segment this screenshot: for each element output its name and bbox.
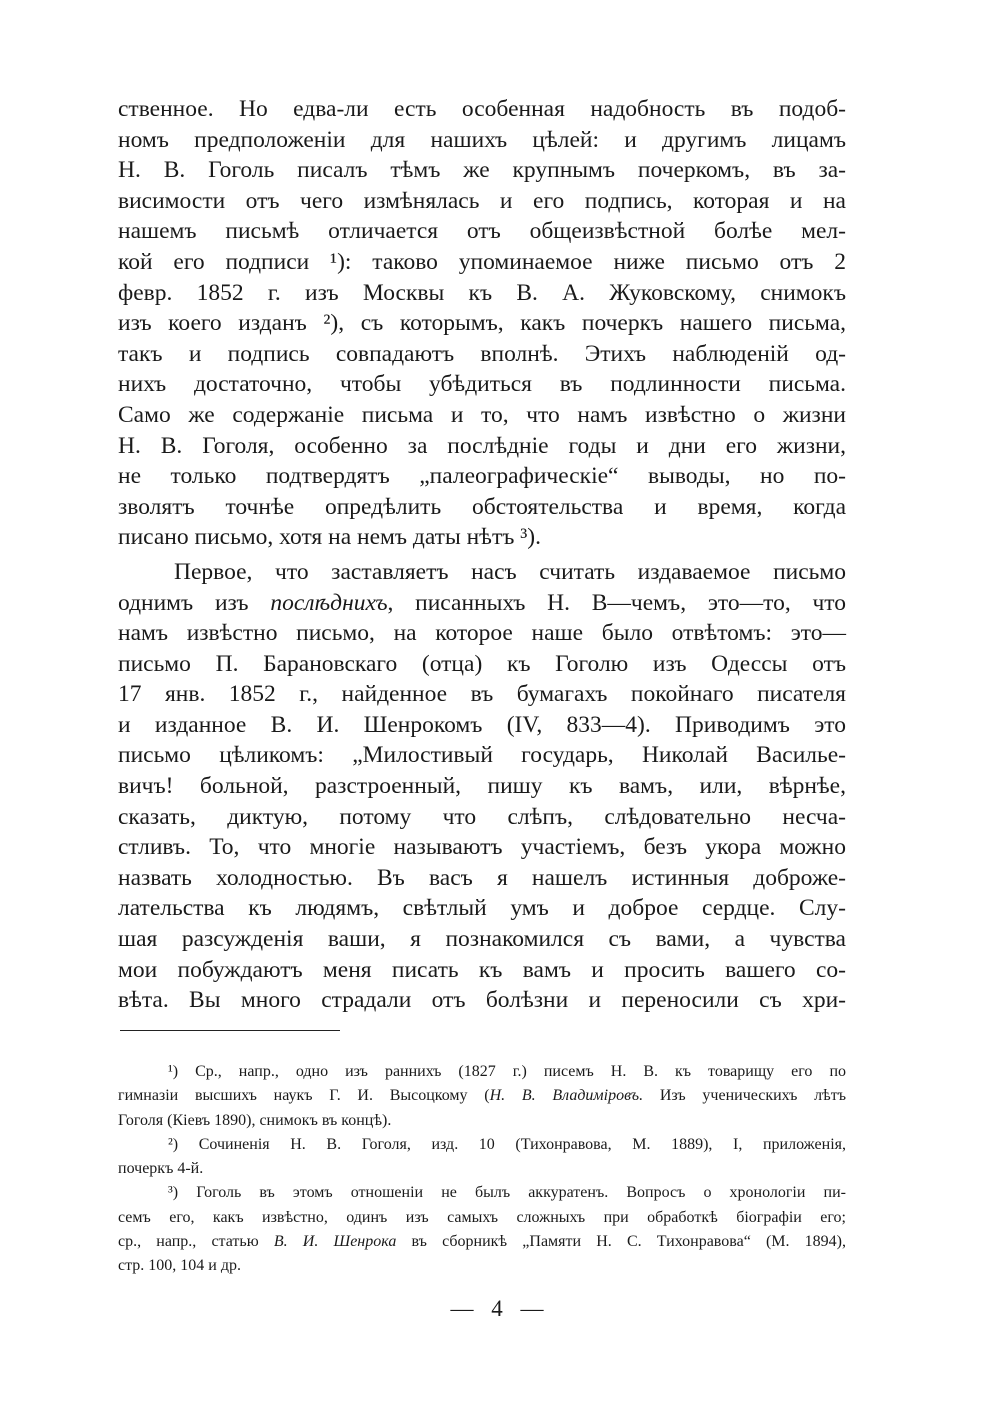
text-line: вичъ! больной, разстроенный, пишу къ вамъ, или, вѣрнѣе, <box>118 773 846 800</box>
emphasis-text: В. И. Шенрока <box>273 1233 397 1251</box>
text-line: ственное. Но едва-ли есть особенная надобность въ подоб- <box>118 96 846 122</box>
text-line: сказать, диктую, потому что слѣпъ, слѣдовательно несча- <box>118 803 846 830</box>
footnote-line: почеркъ 4-й. <box>118 1160 204 1178</box>
footnote-line: Гоголя (Кiевъ 1890), снимокъ въ концѣ). <box>118 1111 392 1129</box>
text-line: стливъ. То, что многiе называютъ участiемъ, безъ укора можно <box>118 834 846 861</box>
text-run: въ сборникѣ „Памяти Н. С. Тихонравова“ (М. 1894), <box>396 1233 847 1251</box>
emphasis-text: послѣднихъ <box>270 589 388 616</box>
footnote-line: семъ его, какъ извѣстно, одинъ изъ самыхъ сложныхъ при обработкѣ бiографiи его; <box>118 1208 846 1226</box>
footnote-line <box>118 1084 846 1108</box>
text-line: нашемъ письмѣ отличается отъ общеизвѣстной болѣе мел- <box>118 218 846 245</box>
footnote-line: ¹) Ср., напр., одно изъ раннихъ (1827 г.) писемъ Н. В. къ товарищу его по <box>168 1063 846 1080</box>
text-line: намъ извѣстно письмо, на которое наше было отвѣтомъ: это— <box>118 620 846 647</box>
text-line: письмо П. Барановскаго (отца) къ Гоголю изъ Одессы отъ <box>118 650 846 677</box>
text-line: Н. В. Гоголя, особенно за послѣднiе годы и дни его жизни, <box>118 432 846 459</box>
paragraph-2 <box>118 557 846 1016</box>
emphasis-text: Н. В. Владимiровъ. <box>489 1087 644 1105</box>
text-line: номъ предположенiи для нашихъ цѣлей: и другимъ лицамъ <box>118 126 846 153</box>
footnote-separator <box>120 1030 340 1031</box>
text-line: лательства къ людямъ, свѣтлый умъ и доброе сердце. Слу- <box>118 895 846 922</box>
footnote-1 <box>118 1060 846 1133</box>
text-line: письмо цѣликомъ: „Милостивый государь, Николай Василье- <box>118 742 846 769</box>
text-line: назвать холодностью. Въ васъ я нашелъ истинныя доброже- <box>118 864 846 891</box>
footnote-3 <box>118 1181 846 1278</box>
text-line: Само же содержанiе письма и то, что намъ извѣстно о жизни <box>118 401 846 428</box>
text-line: февр. 1852 г. изъ Москвы къ В. А. Жуковскому, снимокъ <box>118 279 846 306</box>
text-run: гимназiи высшихъ наукъ Г. И. Высоцкому ( <box>118 1087 490 1105</box>
text-line: такъ и подпись совпадаютъ вполнѣ. Этихъ наблюденiй од- <box>118 340 846 367</box>
text-line: изъ коего изданъ ²), съ которымъ, какъ почеркъ нашего письма, <box>118 310 846 337</box>
text-line: Н. В. Гоголь писалъ тѣмъ же крупнымъ почеркомъ, въ за- <box>118 157 846 184</box>
text-line <box>118 588 846 619</box>
text-run: однимъ изъ <box>118 589 271 616</box>
text-line: нихъ достаточно, чтобы убѣдиться въ подлинности письма. <box>118 371 846 398</box>
page-number: — 4 — <box>450 1296 550 1321</box>
text-line: 17 янв. 1852 г., найденное въ бумагахъ покойнаго писателя <box>118 681 846 708</box>
footnote-line: ³) Гоголь въ этомъ отношенiи не былъ аккуратенъ. Вопросъ о хронологiи пи- <box>168 1184 846 1202</box>
footnote-line: стр. 100, 104 и др. <box>118 1257 241 1275</box>
text-line: Первое, что заставляетъ насъ считать издаваемое письмо <box>174 558 846 585</box>
footnotes <box>118 1060 846 1279</box>
text-line: мои побуждаютъ меня писать къ вамъ и просить вашего со- <box>118 956 846 983</box>
text-line: зволятъ точнѣе опредѣлить обстоятельства и время, когда <box>118 493 846 520</box>
footnote-line <box>118 1230 846 1254</box>
text-line: писано письмо, хотя на немъ даты нѣтъ ³). <box>118 524 541 551</box>
footnote-2 <box>118 1133 846 1182</box>
paragraph-1 <box>118 94 846 553</box>
footnote-line: ²) Сочиненiя Н. В. Гоголя, изд. 10 (Тихонравова, М. 1889), I, приложенiя, <box>168 1135 846 1153</box>
text-run: ср., напр., статью <box>118 1233 274 1251</box>
main-text <box>118 94 846 1016</box>
text-line: шая разсужденiя ваши, я познакомился съ вами, а чувства <box>118 926 846 953</box>
text-line: не только подтвердятъ „палеографическiе“ выводы, но по- <box>118 463 846 490</box>
text-line: вѣта. Вы много страдали отъ болѣзни и переносили съ хри- <box>118 987 846 1014</box>
text-run: , писанныхъ Н. В—чемъ, это—то, что <box>387 589 846 616</box>
text-line: и изданное В. И. Шенрокомъ (IV, 833—4). Приводимъ это <box>118 711 846 738</box>
text-line: висимости отъ чего измѣнялась и его подпись, которая и на <box>118 187 846 214</box>
text-line: кой его подписи ¹): таково упоминаемое ниже письмо отъ 2 <box>118 248 846 275</box>
text-run: Изъ ученическихъ лѣтъ <box>643 1087 846 1105</box>
